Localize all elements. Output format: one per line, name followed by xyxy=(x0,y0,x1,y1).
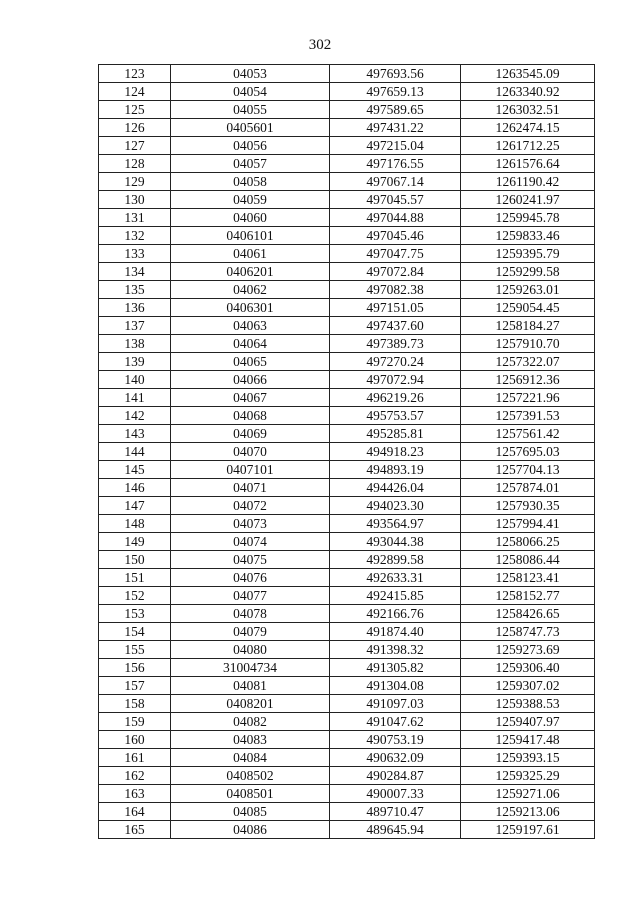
point-id-cell: 31004734 xyxy=(171,659,330,677)
point-id-cell: 04063 xyxy=(171,317,330,335)
table-row xyxy=(99,785,595,803)
point-id-cell: 04083 xyxy=(171,731,330,749)
y-coordinate-cell: 1263032.51 xyxy=(461,101,595,119)
table-row xyxy=(99,101,595,119)
point-id-cell: 04054 xyxy=(171,83,330,101)
x-coordinate-cell: 497072.94 xyxy=(330,371,461,389)
x-coordinate-cell: 491398.32 xyxy=(330,641,461,659)
row-number-cell: 150 xyxy=(99,551,171,569)
row-number-cell: 164 xyxy=(99,803,171,821)
x-coordinate-cell: 490284.87 xyxy=(330,767,461,785)
x-coordinate-cell: 497045.46 xyxy=(330,227,461,245)
x-coordinate-cell: 491304.08 xyxy=(330,677,461,695)
point-id-cell: 0407101 xyxy=(171,461,330,479)
y-coordinate-cell: 1259273.69 xyxy=(461,641,595,659)
row-number-cell: 145 xyxy=(99,461,171,479)
row-number-cell: 140 xyxy=(99,371,171,389)
point-id-cell: 04068 xyxy=(171,407,330,425)
row-number-cell: 141 xyxy=(99,389,171,407)
table-row xyxy=(99,461,595,479)
x-coordinate-cell: 497215.04 xyxy=(330,137,461,155)
row-number-cell: 132 xyxy=(99,227,171,245)
table-row xyxy=(99,371,595,389)
row-number-cell: 130 xyxy=(99,191,171,209)
table-row xyxy=(99,155,595,173)
row-number-cell: 147 xyxy=(99,497,171,515)
x-coordinate-cell: 497431.22 xyxy=(330,119,461,137)
y-coordinate-cell: 1257221.96 xyxy=(461,389,595,407)
row-number-cell: 142 xyxy=(99,407,171,425)
point-id-cell: 04085 xyxy=(171,803,330,821)
row-number-cell: 143 xyxy=(99,425,171,443)
table-row xyxy=(99,749,595,767)
x-coordinate-cell: 497589.65 xyxy=(330,101,461,119)
x-coordinate-cell: 497176.55 xyxy=(330,155,461,173)
row-number-cell: 128 xyxy=(99,155,171,173)
table-row xyxy=(99,317,595,335)
y-coordinate-cell: 1259299.58 xyxy=(461,263,595,281)
y-coordinate-cell: 1257874.01 xyxy=(461,479,595,497)
x-coordinate-cell: 495285.81 xyxy=(330,425,461,443)
y-coordinate-cell: 1257910.70 xyxy=(461,335,595,353)
x-coordinate-cell: 493044.38 xyxy=(330,533,461,551)
row-number-cell: 124 xyxy=(99,83,171,101)
point-id-cell: 04053 xyxy=(171,65,330,83)
table-row xyxy=(99,65,595,83)
y-coordinate-cell: 1259213.06 xyxy=(461,803,595,821)
row-number-cell: 159 xyxy=(99,713,171,731)
table-row xyxy=(99,713,595,731)
y-coordinate-cell: 1257994.41 xyxy=(461,515,595,533)
y-coordinate-cell: 1261712.25 xyxy=(461,137,595,155)
x-coordinate-cell: 492899.58 xyxy=(330,551,461,569)
table-row xyxy=(99,245,595,263)
table-row xyxy=(99,407,595,425)
row-number-cell: 127 xyxy=(99,137,171,155)
row-number-cell: 137 xyxy=(99,317,171,335)
point-id-cell: 04077 xyxy=(171,587,330,605)
point-id-cell: 04078 xyxy=(171,605,330,623)
table-row xyxy=(99,659,595,677)
table-row xyxy=(99,533,595,551)
x-coordinate-cell: 491047.62 xyxy=(330,713,461,731)
x-coordinate-cell: 493564.97 xyxy=(330,515,461,533)
point-id-cell: 04072 xyxy=(171,497,330,515)
point-id-cell: 04081 xyxy=(171,677,330,695)
x-coordinate-cell: 494893.19 xyxy=(330,461,461,479)
y-coordinate-cell: 1258152.77 xyxy=(461,587,595,605)
table-row xyxy=(99,335,595,353)
table-row xyxy=(99,479,595,497)
y-coordinate-cell: 1259407.97 xyxy=(461,713,595,731)
point-id-cell: 04075 xyxy=(171,551,330,569)
table-row xyxy=(99,731,595,749)
point-id-cell: 04082 xyxy=(171,713,330,731)
row-number-cell: 148 xyxy=(99,515,171,533)
x-coordinate-cell: 495753.57 xyxy=(330,407,461,425)
x-coordinate-cell: 490007.33 xyxy=(330,785,461,803)
point-id-cell: 04084 xyxy=(171,749,330,767)
y-coordinate-cell: 1257930.35 xyxy=(461,497,595,515)
x-coordinate-cell: 497693.56 xyxy=(330,65,461,83)
x-coordinate-cell: 494918.23 xyxy=(330,443,461,461)
y-coordinate-cell: 1263340.92 xyxy=(461,83,595,101)
row-number-cell: 151 xyxy=(99,569,171,587)
point-id-cell: 0408501 xyxy=(171,785,330,803)
x-coordinate-cell: 494023.30 xyxy=(330,497,461,515)
x-coordinate-cell: 492633.31 xyxy=(330,569,461,587)
y-coordinate-cell: 1259395.79 xyxy=(461,245,595,263)
table-row xyxy=(99,605,595,623)
row-number-cell: 133 xyxy=(99,245,171,263)
table-row xyxy=(99,497,595,515)
table-row xyxy=(99,137,595,155)
point-id-cell: 04062 xyxy=(171,281,330,299)
x-coordinate-cell: 491305.82 xyxy=(330,659,461,677)
y-coordinate-cell: 1257704.13 xyxy=(461,461,595,479)
table-row xyxy=(99,821,595,839)
table-row xyxy=(99,389,595,407)
row-number-cell: 146 xyxy=(99,479,171,497)
y-coordinate-cell: 1259054.45 xyxy=(461,299,595,317)
table-row xyxy=(99,281,595,299)
y-coordinate-cell: 1258747.73 xyxy=(461,623,595,641)
table-row xyxy=(99,299,595,317)
y-coordinate-cell: 1263545.09 xyxy=(461,65,595,83)
point-id-cell: 0408201 xyxy=(171,695,330,713)
table-row xyxy=(99,227,595,245)
y-coordinate-cell: 1259271.06 xyxy=(461,785,595,803)
table-row xyxy=(99,425,595,443)
x-coordinate-cell: 491097.03 xyxy=(330,695,461,713)
x-coordinate-cell: 497151.05 xyxy=(330,299,461,317)
table-row xyxy=(99,677,595,695)
point-id-cell: 04076 xyxy=(171,569,330,587)
table-row xyxy=(99,569,595,587)
y-coordinate-cell: 1257391.53 xyxy=(461,407,595,425)
x-coordinate-cell: 497047.75 xyxy=(330,245,461,263)
table-row xyxy=(99,587,595,605)
row-number-cell: 156 xyxy=(99,659,171,677)
point-id-cell: 04065 xyxy=(171,353,330,371)
y-coordinate-cell: 1259197.61 xyxy=(461,821,595,839)
table-row xyxy=(99,119,595,137)
y-coordinate-cell: 1261190.42 xyxy=(461,173,595,191)
point-id-cell: 0406201 xyxy=(171,263,330,281)
point-id-cell: 04086 xyxy=(171,821,330,839)
y-coordinate-cell: 1259417.48 xyxy=(461,731,595,749)
x-coordinate-cell: 497270.24 xyxy=(330,353,461,371)
point-id-cell: 04057 xyxy=(171,155,330,173)
table-row xyxy=(99,695,595,713)
y-coordinate-cell: 1258184.27 xyxy=(461,317,595,335)
row-number-cell: 123 xyxy=(99,65,171,83)
row-number-cell: 165 xyxy=(99,821,171,839)
x-coordinate-cell: 489710.47 xyxy=(330,803,461,821)
x-coordinate-cell: 497072.84 xyxy=(330,263,461,281)
row-number-cell: 153 xyxy=(99,605,171,623)
point-id-cell: 04055 xyxy=(171,101,330,119)
row-number-cell: 160 xyxy=(99,731,171,749)
x-coordinate-cell: 497659.13 xyxy=(330,83,461,101)
table-row xyxy=(99,83,595,101)
point-id-cell: 0405601 xyxy=(171,119,330,137)
row-number-cell: 161 xyxy=(99,749,171,767)
point-id-cell: 04080 xyxy=(171,641,330,659)
row-number-cell: 131 xyxy=(99,209,171,227)
row-number-cell: 138 xyxy=(99,335,171,353)
row-number-cell: 157 xyxy=(99,677,171,695)
y-coordinate-cell: 1257695.03 xyxy=(461,443,595,461)
y-coordinate-cell: 1259388.53 xyxy=(461,695,595,713)
row-number-cell: 129 xyxy=(99,173,171,191)
point-id-cell: 0406101 xyxy=(171,227,330,245)
y-coordinate-cell: 1258066.25 xyxy=(461,533,595,551)
point-id-cell: 04067 xyxy=(171,389,330,407)
row-number-cell: 152 xyxy=(99,587,171,605)
y-coordinate-cell: 1259393.15 xyxy=(461,749,595,767)
y-coordinate-cell: 1257322.07 xyxy=(461,353,595,371)
x-coordinate-cell: 492415.85 xyxy=(330,587,461,605)
point-id-cell: 04071 xyxy=(171,479,330,497)
y-coordinate-cell: 1262474.15 xyxy=(461,119,595,137)
row-number-cell: 135 xyxy=(99,281,171,299)
y-coordinate-cell: 1259263.01 xyxy=(461,281,595,299)
point-id-cell: 04060 xyxy=(171,209,330,227)
point-id-cell: 04079 xyxy=(171,623,330,641)
y-coordinate-cell: 1259325.29 xyxy=(461,767,595,785)
row-number-cell: 162 xyxy=(99,767,171,785)
y-coordinate-cell: 1260241.97 xyxy=(461,191,595,209)
y-coordinate-cell: 1259306.40 xyxy=(461,659,595,677)
table-row xyxy=(99,209,595,227)
table-row xyxy=(99,515,595,533)
table-row xyxy=(99,767,595,785)
row-number-cell: 155 xyxy=(99,641,171,659)
table-row xyxy=(99,803,595,821)
coordinates-table-body xyxy=(99,65,595,839)
table-row xyxy=(99,623,595,641)
point-id-cell: 04058 xyxy=(171,173,330,191)
y-coordinate-cell: 1258086.44 xyxy=(461,551,595,569)
row-number-cell: 125 xyxy=(99,101,171,119)
row-number-cell: 154 xyxy=(99,623,171,641)
coordinates-table xyxy=(98,64,595,839)
row-number-cell: 134 xyxy=(99,263,171,281)
y-coordinate-cell: 1258426.65 xyxy=(461,605,595,623)
x-coordinate-cell: 497437.60 xyxy=(330,317,461,335)
row-number-cell: 163 xyxy=(99,785,171,803)
y-coordinate-cell: 1256912.36 xyxy=(461,371,595,389)
x-coordinate-cell: 494426.04 xyxy=(330,479,461,497)
point-id-cell: 04056 xyxy=(171,137,330,155)
point-id-cell: 04074 xyxy=(171,533,330,551)
table-row xyxy=(99,443,595,461)
x-coordinate-cell: 497067.14 xyxy=(330,173,461,191)
table-row xyxy=(99,263,595,281)
point-id-cell: 04061 xyxy=(171,245,330,263)
row-number-cell: 139 xyxy=(99,353,171,371)
y-coordinate-cell: 1257561.42 xyxy=(461,425,595,443)
x-coordinate-cell: 490632.09 xyxy=(330,749,461,767)
x-coordinate-cell: 497045.57 xyxy=(330,191,461,209)
point-id-cell: 04059 xyxy=(171,191,330,209)
x-coordinate-cell: 497044.88 xyxy=(330,209,461,227)
y-coordinate-cell: 1259945.78 xyxy=(461,209,595,227)
x-coordinate-cell: 492166.76 xyxy=(330,605,461,623)
point-id-cell: 04069 xyxy=(171,425,330,443)
point-id-cell: 04070 xyxy=(171,443,330,461)
point-id-cell: 04064 xyxy=(171,335,330,353)
point-id-cell: 04073 xyxy=(171,515,330,533)
point-id-cell: 04066 xyxy=(171,371,330,389)
x-coordinate-cell: 489645.94 xyxy=(330,821,461,839)
y-coordinate-cell: 1258123.41 xyxy=(461,569,595,587)
row-number-cell: 144 xyxy=(99,443,171,461)
y-coordinate-cell: 1259833.46 xyxy=(461,227,595,245)
row-number-cell: 158 xyxy=(99,695,171,713)
row-number-cell: 136 xyxy=(99,299,171,317)
y-coordinate-cell: 1261576.64 xyxy=(461,155,595,173)
row-number-cell: 149 xyxy=(99,533,171,551)
x-coordinate-cell: 490753.19 xyxy=(330,731,461,749)
y-coordinate-cell: 1259307.02 xyxy=(461,677,595,695)
table-row xyxy=(99,353,595,371)
row-number-cell: 126 xyxy=(99,119,171,137)
table-row xyxy=(99,551,595,569)
table-row xyxy=(99,641,595,659)
x-coordinate-cell: 491874.40 xyxy=(330,623,461,641)
x-coordinate-cell: 497389.73 xyxy=(330,335,461,353)
x-coordinate-cell: 496219.26 xyxy=(330,389,461,407)
point-id-cell: 0406301 xyxy=(171,299,330,317)
table-row xyxy=(99,173,595,191)
page-number: 302 xyxy=(308,37,332,53)
table-row xyxy=(99,191,595,209)
x-coordinate-cell: 497082.38 xyxy=(330,281,461,299)
point-id-cell: 0408502 xyxy=(171,767,330,785)
